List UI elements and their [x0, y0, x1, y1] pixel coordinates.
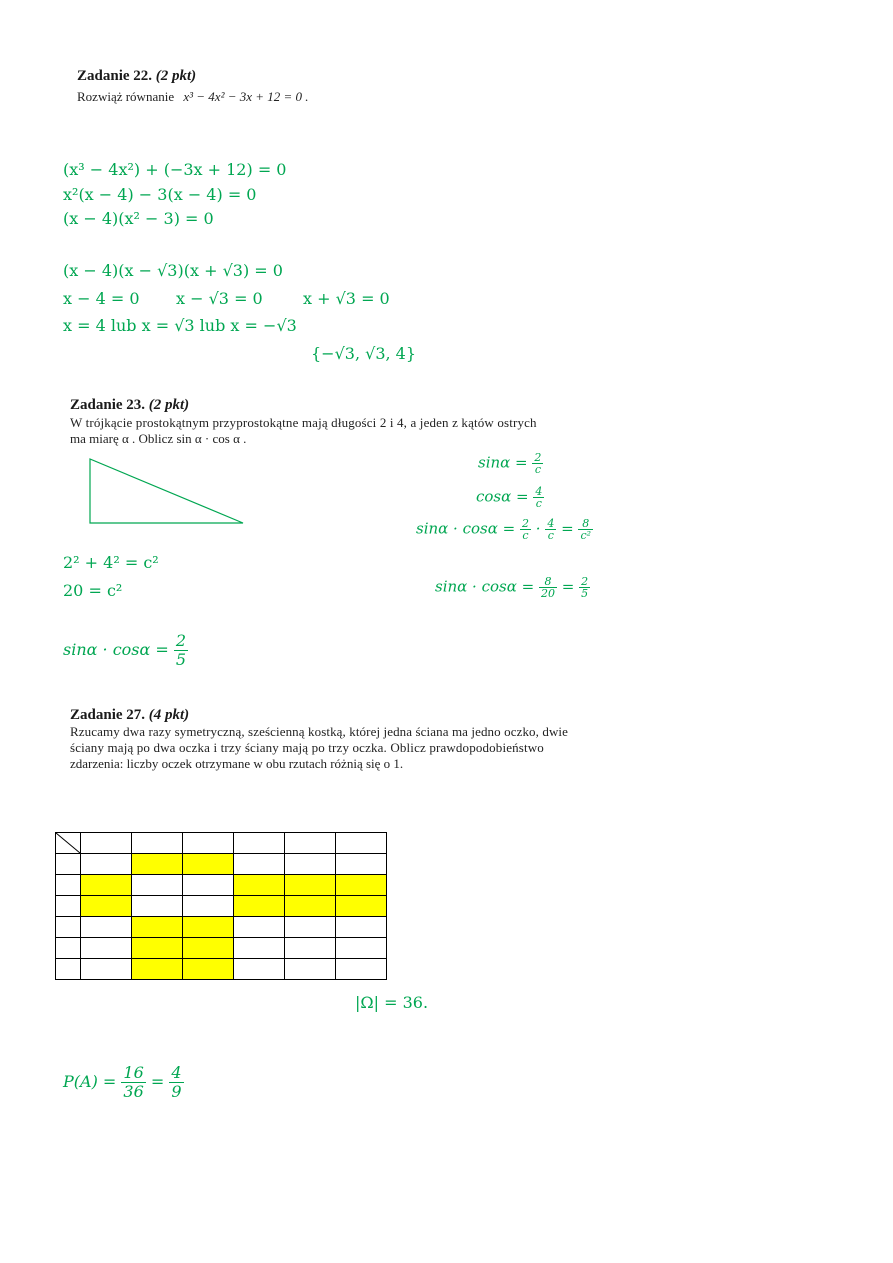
- grid-cell: [81, 959, 132, 980]
- grid-row: [56, 854, 387, 875]
- z22-line-4: (x − 4)(x − √3)(x + √3) = 0: [63, 261, 283, 280]
- grid-header-cell: [285, 833, 336, 854]
- grid-cell-highlighted: [234, 896, 285, 917]
- grid-cell-highlighted: [81, 875, 132, 896]
- z22-task-text: [77, 89, 309, 105]
- grid-cell-highlighted: [336, 875, 387, 896]
- z23-cos-frac: [533, 486, 544, 509]
- grid-header-cell: [183, 833, 234, 854]
- z23-heading: [70, 397, 189, 414]
- grid-row-header-cell: [56, 917, 81, 938]
- z23-sin-den: c: [534, 463, 541, 476]
- z23-sin-def: [478, 452, 543, 475]
- grid-cell: [234, 938, 285, 959]
- z23-task-line-2: ma miarę α . Oblicz sin α · cos α .: [70, 431, 247, 446]
- grid-cell-highlighted: [183, 854, 234, 875]
- z22-line-3: (x − 4)(x² − 3) = 0: [63, 209, 214, 228]
- z27-points: (4 pkt): [148, 707, 190, 723]
- z23-res-f1-den: 20: [540, 587, 555, 600]
- grid-cell: [285, 917, 336, 938]
- grid-cell: [234, 854, 285, 875]
- z23-final-frac: [174, 632, 188, 669]
- z27-prob-f2-num: 4: [171, 1063, 182, 1082]
- grid-row: [56, 959, 387, 980]
- z23-title: Zadanie 23.: [70, 397, 146, 413]
- z27-prob-frac-2: [169, 1064, 183, 1101]
- grid-row-header-cell: [56, 959, 81, 980]
- z23-prod-lhs: sinα · cosα =: [416, 519, 516, 538]
- z23-res-f2-num: 2: [581, 575, 589, 588]
- grid-cell-highlighted: [285, 896, 336, 917]
- grid-cell-highlighted: [132, 938, 183, 959]
- diagonal-line-icon: [56, 833, 80, 853]
- z22-root-eq-1: x − 4 = 0: [63, 289, 140, 308]
- grid-cell: [132, 896, 183, 917]
- z22-root-eq-2: x − √3 = 0: [176, 289, 263, 308]
- z23-prod-f3-num: 8: [578, 518, 593, 530]
- z22-root-eq-3: x + √3 = 0: [303, 289, 390, 308]
- z23-sin-num: 2: [534, 451, 542, 464]
- z22-title: Zadanie 22.: [77, 68, 153, 84]
- grid-cell: [234, 917, 285, 938]
- z27-task-line-2: ściany mają po dwa oczka i trzy ściany mają po trzy oczka. Oblicz prawdopodobieństwo: [70, 740, 544, 755]
- grid-header-row: [56, 833, 387, 854]
- grid-cell-highlighted: [183, 959, 234, 980]
- z27-heading: [70, 707, 189, 724]
- grid-cell-highlighted: [183, 938, 234, 959]
- grid-cell-highlighted: [132, 959, 183, 980]
- grid-cell: [336, 854, 387, 875]
- z23-res-frac-1: [539, 576, 557, 599]
- grid-row: [56, 917, 387, 938]
- grid-cell-highlighted: [132, 854, 183, 875]
- triangle-shape: [90, 459, 243, 523]
- z22-line-1: (x³ − 4x²) + (−3x + 12) = 0: [63, 160, 287, 179]
- grid-header-cell: [132, 833, 183, 854]
- grid-row-header-cell: [56, 875, 81, 896]
- grid-cell: [285, 938, 336, 959]
- grid-row-header-cell: [56, 938, 81, 959]
- grid-cell-highlighted: [81, 896, 132, 917]
- z27-prob-f2-den: 9: [171, 1082, 182, 1101]
- grid-header-cell: [81, 833, 132, 854]
- z23-result: sinα · cosα = $\frac{8}{20}$ = $\frac{2}{5}$: [435, 575, 589, 600]
- z23-final-den: 5: [175, 650, 187, 669]
- z23-sin-lhs: sinα =: [478, 453, 528, 472]
- grid-cell: [81, 854, 132, 875]
- z27-probability: P(A) = $\frac{16}{36}$ = $\frac{4}{9}$: [63, 1063, 182, 1101]
- grid-header-cell: [336, 833, 387, 854]
- z27-task-line-3: zdarzenia: liczby oczek otrzymane w obu rzutach różnią się o 1.: [70, 756, 404, 771]
- z23-res-f1-num: 8: [539, 576, 557, 588]
- z23-points: (2 pkt): [148, 397, 190, 413]
- z23-cos-lhs: cosα =: [476, 487, 529, 506]
- z23-c-squared: 20 = c²: [63, 581, 123, 600]
- z23-res-frac-2: [579, 576, 590, 599]
- z23-prod-f1-den: c: [522, 529, 529, 542]
- z27-prob-f1-den: 36: [123, 1082, 144, 1101]
- right-triangle-figure: [88, 457, 248, 527]
- grid-row-header-cell: [56, 854, 81, 875]
- z23-cos-den: c: [535, 497, 542, 510]
- grid-cell: [234, 959, 285, 980]
- grid-corner-cell: [56, 833, 81, 854]
- z23-prod-f2-num: 4: [547, 517, 555, 530]
- z23-prod-frac-1: [520, 518, 531, 541]
- z22-solution-set: {−√3, √3, 4}: [311, 344, 417, 363]
- z22-line-2: x²(x − 4) − 3(x − 4) = 0: [63, 185, 257, 204]
- z22-task-equation: x³ − 4x² − 3x + 12 = 0 .: [183, 89, 309, 104]
- grid-cell: [336, 959, 387, 980]
- grid-cell: [183, 896, 234, 917]
- z23-prod-frac-3: [578, 518, 593, 541]
- grid-row-header-cell: [56, 896, 81, 917]
- z23-final-answer: [63, 632, 188, 669]
- grid-row: [56, 875, 387, 896]
- z22-heading: [77, 68, 196, 85]
- z22-task-label: Rozwiąż równanie: [77, 89, 175, 104]
- grid-cell: [285, 959, 336, 980]
- z27-title: Zadanie 27.: [70, 707, 146, 723]
- z22-roots: x = 4 lub x = √3 lub x = −√3: [63, 316, 297, 335]
- grid-header-cell: [234, 833, 285, 854]
- grid-cell: [336, 917, 387, 938]
- z23-prod-f1-num: 2: [521, 517, 529, 530]
- grid-row: [56, 896, 387, 917]
- grid-cell: [183, 875, 234, 896]
- z27-prob-frac-1: [121, 1064, 145, 1101]
- grid-cell-highlighted: [132, 917, 183, 938]
- grid-cell: [81, 938, 132, 959]
- grid-row: [56, 938, 387, 959]
- z23-final-num: 2: [175, 631, 187, 650]
- z23-pythagoras: 2² + 4² = c²: [63, 553, 159, 572]
- z23-product: sinα · cosα = $\frac{2}{c}$ · $\frac{4}{c}$ = $\frac{8}{\text{c²}}$: [416, 517, 592, 542]
- z27-prob-f1-num: 16: [123, 1063, 144, 1082]
- grid-cell: [132, 875, 183, 896]
- grid-cell: [285, 854, 336, 875]
- z23-prod-f2-den: c: [547, 529, 554, 542]
- z22-points: (2 pkt): [155, 68, 197, 84]
- z23-cos-def: [476, 486, 544, 509]
- z23-final-lhs: sinα · cosα =: [63, 640, 169, 659]
- z23-res-lhs: sinα · cosα =: [435, 577, 535, 596]
- z27-prob-lhs: P(A) =: [63, 1072, 117, 1091]
- grid-cell-highlighted: [285, 875, 336, 896]
- z23-cos-num: 4: [535, 485, 543, 498]
- grid-cell-highlighted: [234, 875, 285, 896]
- z27-omega: |Ω| = 36.: [355, 993, 429, 1012]
- z27-task-line-1: Rzucamy dwa razy symetryczną, sześcienną kostką, której jedna ściana ma jedno oczko, dwie: [70, 724, 569, 739]
- z23-res-f2-den: 5: [581, 587, 589, 600]
- z23-prod-f3-den: c²: [580, 529, 592, 542]
- grid-cell: [336, 938, 387, 959]
- z23-prod-frac-2: [545, 518, 556, 541]
- z23-task-line-1: W trójkącie prostokątnym przyprostokątne mają długości 2 i 4, a jeden z kątów ostrych: [70, 415, 537, 430]
- z23-sin-frac: [532, 452, 543, 475]
- grid-cell: [81, 917, 132, 938]
- grid-cell-highlighted: [336, 896, 387, 917]
- grid-cell-highlighted: [183, 917, 234, 938]
- outcome-grid: [55, 832, 387, 980]
